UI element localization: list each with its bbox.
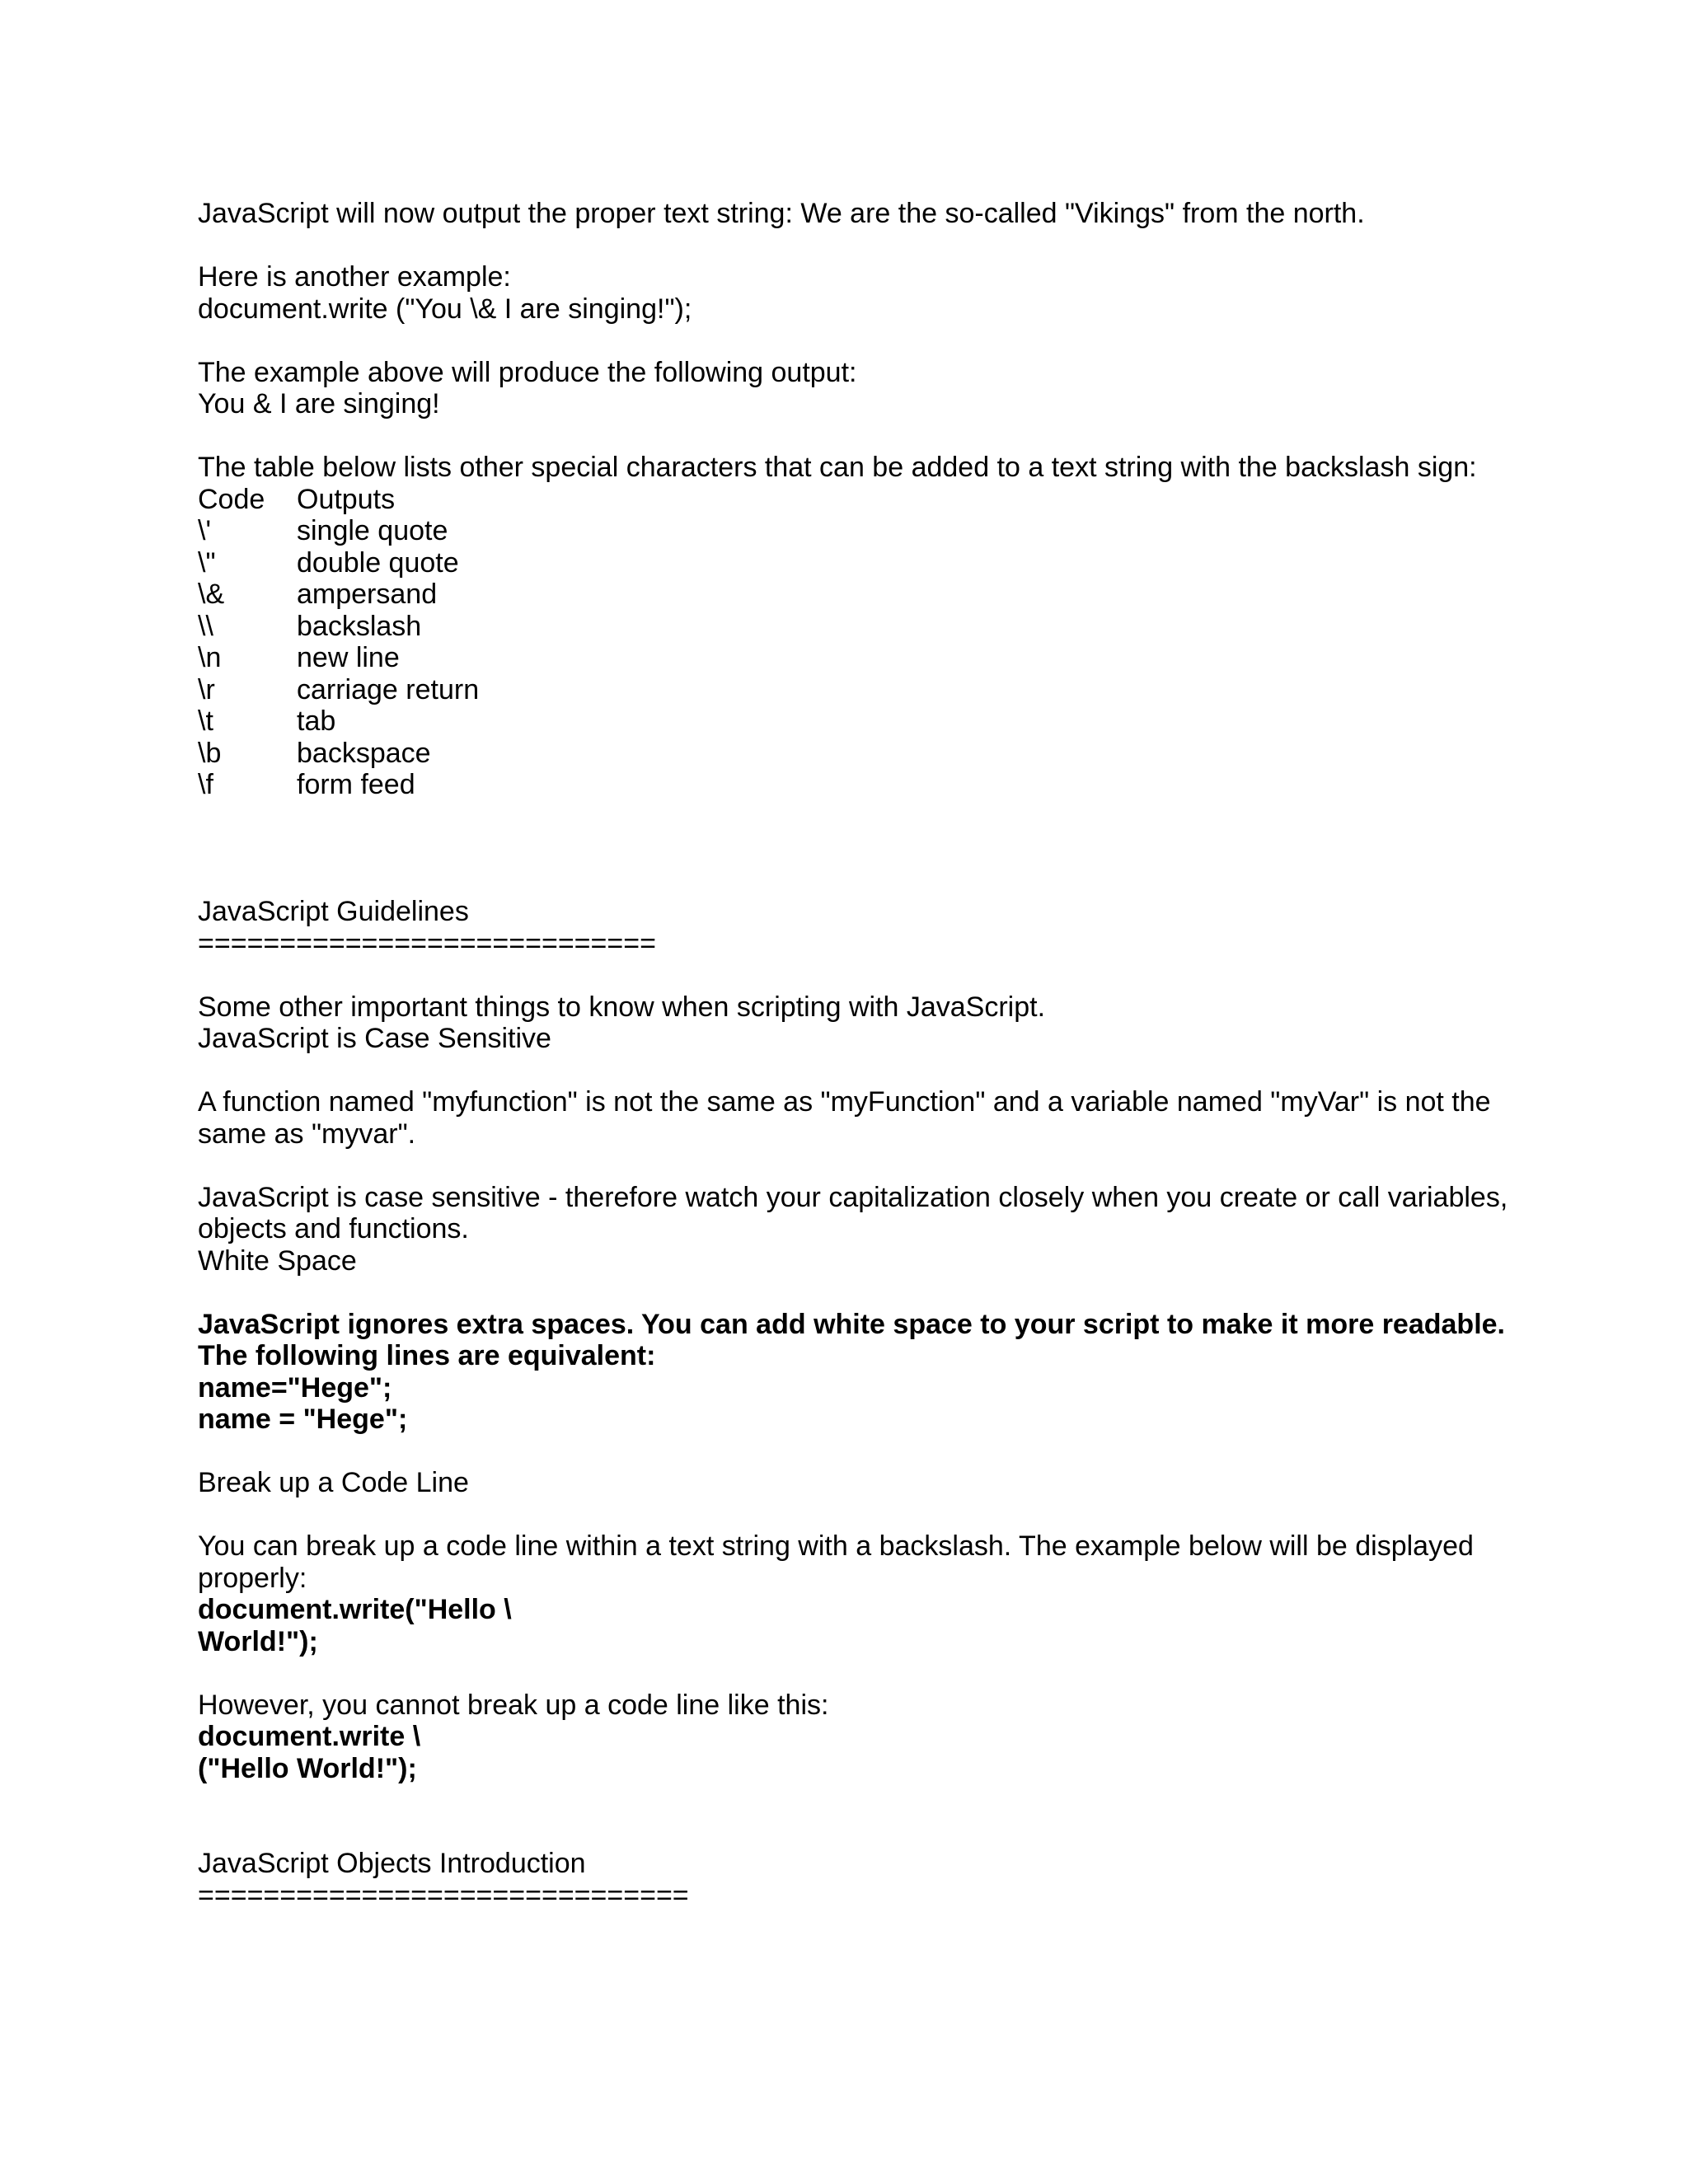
code-line: document.write \ (198, 1721, 421, 1752)
code-example: document.write ("You \& I are singing!"); (198, 293, 692, 325)
subheading-white-space: White Space (198, 1244, 357, 1277)
table-row (198, 611, 479, 643)
spacer (198, 325, 1517, 357)
another-example-label: Here is another example: (198, 261, 511, 293)
escape-output: double quote (297, 546, 459, 579)
escape-code: \" (198, 546, 216, 579)
code-line: name = "Hege"; (198, 1404, 408, 1435)
escape-output: single quote (297, 515, 448, 546)
section-underline: ============================ (198, 927, 656, 959)
table-row (198, 769, 479, 801)
escape-output: backspace (297, 737, 431, 769)
escape-code: \b (198, 737, 222, 769)
intro-line: JavaScript will now output the proper text string: We are the so-called "Vikings" from the north. (198, 198, 1365, 229)
code-line: World!"); (198, 1625, 318, 1657)
escape-code: \& (198, 579, 225, 610)
document-content (198, 198, 1517, 1911)
table-row (198, 705, 479, 738)
spacer (198, 230, 1517, 262)
section-underline: ============================== (198, 1879, 689, 1911)
escape-code: \\ (198, 610, 213, 642)
break-paragraph-1: You can break up a code line within a text string with a backslash. The example below will be displayed properly: (198, 1530, 1474, 1594)
spacer (198, 1499, 1517, 1531)
escape-code: \' (198, 515, 211, 546)
escape-character-table (198, 484, 479, 801)
section-title-guidelines: JavaScript Guidelines (198, 896, 469, 927)
output-example: You & I are singing! (198, 388, 440, 419)
escape-output: carriage return (297, 673, 480, 705)
escape-output: tab (297, 705, 336, 737)
table-row (198, 547, 479, 579)
escape-output: ampersand (297, 579, 438, 610)
spacer (198, 1784, 1517, 1848)
escape-code: \f (198, 769, 213, 800)
spacer (198, 1436, 1517, 1468)
spacer (198, 959, 1517, 991)
guidelines-intro: Some other important things to know when scripting with JavaScript. (198, 991, 1046, 1023)
table-header-row (198, 484, 479, 516)
output-intro: The example above will produce the following output: (198, 356, 857, 388)
table-row (198, 579, 479, 611)
subheading-break-code-line: Break up a Code Line (198, 1467, 469, 1498)
escape-code: \t (198, 705, 213, 737)
escape-code: \r (198, 673, 215, 705)
break-paragraph-2: However, you cannot break up a code line like this: (198, 1689, 829, 1721)
spacer (198, 1277, 1517, 1309)
code-line: name="Hege"; (198, 1371, 392, 1404)
section-title-objects: JavaScript Objects Introduction (198, 1848, 586, 1879)
column-header-outputs: Outputs (297, 483, 396, 515)
table-row (198, 674, 479, 706)
table-row (198, 642, 479, 674)
escape-output: backslash (297, 610, 422, 642)
spacer (198, 801, 1517, 897)
escape-output: form feed (297, 769, 415, 800)
case-paragraph-1: A function named "myfunction" is not the same as "myFunction" and a variable named "myVar" is not the same as "myvar". (198, 1086, 1491, 1150)
table-intro: The table below lists other special characters that can be added to a text string with the backslash sign: (198, 452, 1477, 483)
table-row (198, 738, 479, 770)
table-row (198, 515, 479, 547)
spacer (198, 1055, 1517, 1087)
code-line: document.write("Hello \ (198, 1594, 512, 1625)
escape-output: new line (297, 642, 400, 673)
spacer (198, 420, 1517, 452)
code-line: ("Hello World!"); (198, 1752, 417, 1784)
whitespace-paragraph: JavaScript ignores extra spaces. You can add white space to your script to make it more readable. The following lines are equivalent: (198, 1308, 1505, 1371)
spacer (198, 1657, 1517, 1690)
escape-code: \n (198, 642, 222, 673)
spacer (198, 1150, 1517, 1182)
subheading-case-sensitive: JavaScript is Case Sensitive (198, 1023, 551, 1054)
column-header-code: Code (198, 483, 265, 515)
case-paragraph-2: JavaScript is case sensitive - therefore watch your capitalization closely when you create or call variables, objects and functions. (198, 1181, 1508, 1244)
